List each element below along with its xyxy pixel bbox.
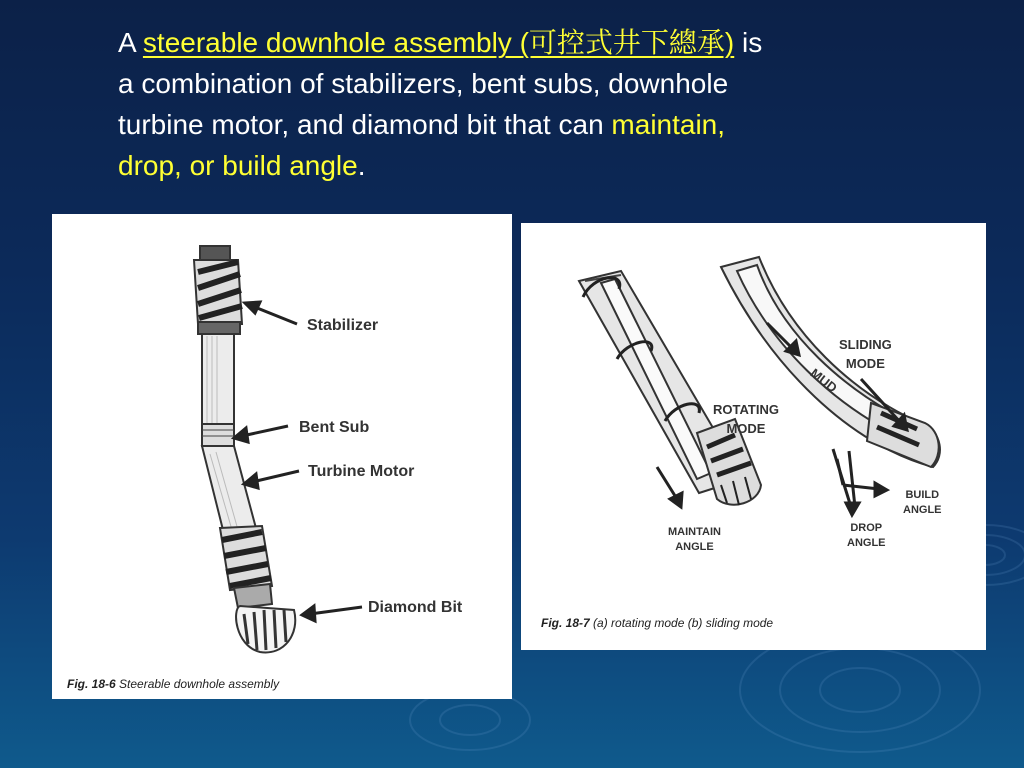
caption-6-text: Steerable downhole assembly [115,677,280,691]
label-stabilizer: Stabilizer [307,317,379,334]
label-drop-1: DROP [850,522,883,534]
text-mid2: a combination of stabilizers, bent subs, downhole [118,68,729,99]
figure-rotating-sliding-modes [521,223,986,650]
figure-6-caption [67,677,279,691]
assembly-drawing [52,214,512,699]
highlight-drop-build: drop, or build angle [118,150,358,181]
text-end: . [357,150,366,181]
caption-7-text: (a) rotating mode (b) sliding mode [589,616,774,630]
caption-6-number: Fig. 18-6 [67,677,116,691]
label-mud: MUD [807,365,841,396]
highlight-term: steerable downhole assembly (可控式井下總承) [142,27,735,58]
caption-7-number: Fig. 18-7 [541,616,590,630]
figure-7-caption [541,616,773,630]
slide-body-text [118,22,918,186]
label-sliding-mode [839,335,892,373]
label-build-2: ANGLE [903,504,942,516]
label-drop-angle [847,521,886,551]
label-sliding-1: SLIDING [839,337,892,352]
label-drop-2: ANGLE [847,537,886,549]
label-maintain-angle [668,525,721,555]
label-diamond-bit: Diamond Bit [368,599,463,616]
label-rotating-1: ROTATING [713,402,779,417]
label-turbine-motor: Turbine Motor [308,463,415,480]
text-prefix: A [118,27,143,58]
figure-steerable-assembly [52,214,512,699]
text-mid1: is [734,27,763,58]
label-rotating-2: MODE [726,421,766,436]
label-rotating-mode [713,400,779,438]
text-mid3: turbine motor, and diamond bit that can [118,109,612,140]
label-maintain-1: MAINTAIN [668,526,721,538]
highlight-maintain: maintain, [611,109,726,140]
label-sliding-2: MODE [845,356,885,371]
label-build-angle [903,488,942,518]
label-build-1: BUILD [905,489,940,501]
label-maintain-2: ANGLE [675,541,714,553]
label-bent-sub: Bent Sub [299,419,370,436]
